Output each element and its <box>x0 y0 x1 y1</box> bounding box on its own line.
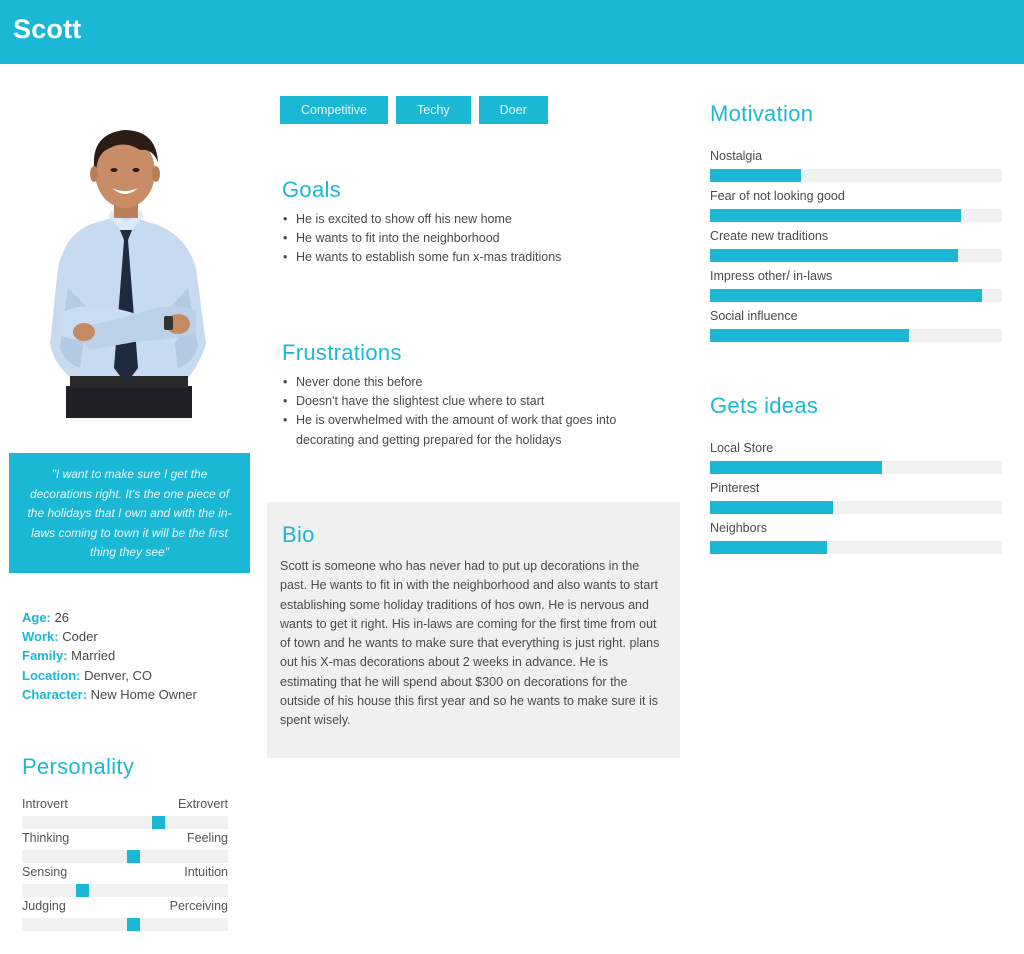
bar-fill <box>710 461 882 474</box>
bar-track <box>710 209 1002 222</box>
info-value: Married <box>71 648 116 664</box>
trait-right-label: Extrovert <box>177 797 228 811</box>
personality-trait <box>22 865 228 899</box>
trait-right-label: Feeling <box>187 831 228 845</box>
bar-fill <box>710 501 833 514</box>
trait-left-label: Introvert <box>22 797 68 811</box>
bio-panel <box>267 502 680 758</box>
bar-row <box>710 189 1002 229</box>
personality-trait <box>22 797 228 831</box>
info-value: Denver, CO <box>84 667 153 683</box>
persona-photo <box>28 118 228 418</box>
trait-marker <box>127 918 140 931</box>
bar-fill <box>710 169 801 182</box>
trait-track <box>22 850 228 863</box>
gets-ideas-bars <box>710 441 1002 561</box>
trait-left-label: Judging <box>22 899 66 913</box>
persona-name: Scott <box>13 14 82 44</box>
bar-label: Impress other/ in-laws <box>710 269 833 283</box>
motivation-title: Motivation <box>710 101 814 126</box>
trait-track <box>22 816 228 829</box>
frustrations-title: Frustrations <box>282 340 402 365</box>
info-row-age <box>22 608 197 627</box>
trait-right-label: Intuition <box>184 865 228 879</box>
list-item: • He wants to establish some fun x-mas traditions <box>283 248 663 267</box>
tag-badge: Competitive <box>280 96 388 124</box>
bar-fill <box>710 289 982 302</box>
bar-row <box>710 309 1002 349</box>
bar-label: Nostalgia <box>710 149 763 163</box>
info-row-family <box>22 646 197 665</box>
bar-row <box>710 269 1002 309</box>
list-item: • Doesn't have the slightest clue where to start <box>283 392 658 411</box>
bar-fill <box>710 541 827 554</box>
personality-title: Personality <box>22 754 135 779</box>
trait-track <box>22 918 228 931</box>
bar-track <box>710 541 1002 554</box>
bar-row <box>710 229 1002 269</box>
goals-list <box>283 210 663 268</box>
bar-label: Local Store <box>710 441 774 455</box>
info-key: Family: <box>22 648 68 664</box>
info-value: Coder <box>62 629 98 645</box>
bar-row <box>710 521 1002 561</box>
motivation-bars <box>710 149 1002 349</box>
personality-traits <box>22 797 228 933</box>
list-item: • He wants to fit into the neighborhood <box>283 229 663 248</box>
gets-ideas-title: Gets ideas <box>710 393 819 418</box>
header-bar <box>0 0 1024 64</box>
bio-text: Scott is someone who has never had to put up decorations in the past. He wants to fit in with the neighborhood and also wants to start establishing some holiday traditions of hos own. He is nervous and wants to get it right. His in-laws are coming for the first time from out of town and he wants to make sure that everything is just right. plans out his X-mas decorations about 2 weeks in advance. He is estimating that he will spend about $300 on decorations for the outside of his house this first year and so he wants to make sure it is spent wisely. <box>280 559 660 728</box>
trait-marker <box>127 850 140 863</box>
goals-title: Goals <box>282 177 341 202</box>
trait-marker <box>76 884 89 897</box>
tag-badge: Doer <box>479 96 548 124</box>
bar-track <box>710 329 1002 342</box>
list-item: • He is excited to show off his new home <box>283 210 663 229</box>
bio-title: Bio <box>282 522 315 547</box>
personality-trait <box>22 831 228 865</box>
info-row-location <box>22 666 197 685</box>
trait-marker <box>152 816 165 829</box>
bar-track <box>710 169 1002 182</box>
trait-right-label: Perceiving <box>169 899 228 913</box>
trait-left-label: Thinking <box>22 831 70 845</box>
demographics <box>22 608 197 704</box>
trait-track <box>22 884 228 897</box>
bar-row <box>710 149 1002 189</box>
bar-track <box>710 289 1002 302</box>
info-key: Work: <box>22 629 59 645</box>
info-key: Age: <box>22 610 51 625</box>
info-value: New Home Owner <box>90 686 197 702</box>
list-item: • Never done this before <box>283 373 658 392</box>
bar-row <box>710 481 1002 521</box>
bar-row <box>710 441 1002 481</box>
info-key: Location: <box>22 667 81 683</box>
bar-track <box>710 249 1002 262</box>
bar-label: Pinterest <box>710 481 760 495</box>
bar-track <box>710 461 1002 474</box>
bar-fill <box>710 249 958 262</box>
info-row-character <box>22 685 197 704</box>
persona-quote: "I want to make sure I get the decorations right. It's the one piece of the holidays that I own and with the in-laws coming to town it will be the first thing they see" <box>9 453 250 573</box>
tag-badge: Techy <box>396 96 471 124</box>
frustrations-list <box>283 373 658 450</box>
persona-tags <box>280 96 548 124</box>
info-row-work <box>22 627 197 646</box>
bar-fill <box>710 329 909 342</box>
bar-label: Fear of not looking good <box>710 189 845 203</box>
info-value: 26 <box>54 610 69 625</box>
bar-fill <box>710 209 961 222</box>
info-key: Character: <box>22 686 88 702</box>
list-item: • He is overwhelmed with the amount of work that goes into decorating and getting prepared for the holidays <box>283 411 658 449</box>
bar-track <box>710 501 1002 514</box>
trait-left-label: Sensing <box>22 865 68 879</box>
personality-trait <box>22 899 228 933</box>
bar-label: Neighbors <box>710 521 767 535</box>
bar-label: Create new traditions <box>710 229 829 243</box>
bar-label: Social influence <box>710 309 798 323</box>
